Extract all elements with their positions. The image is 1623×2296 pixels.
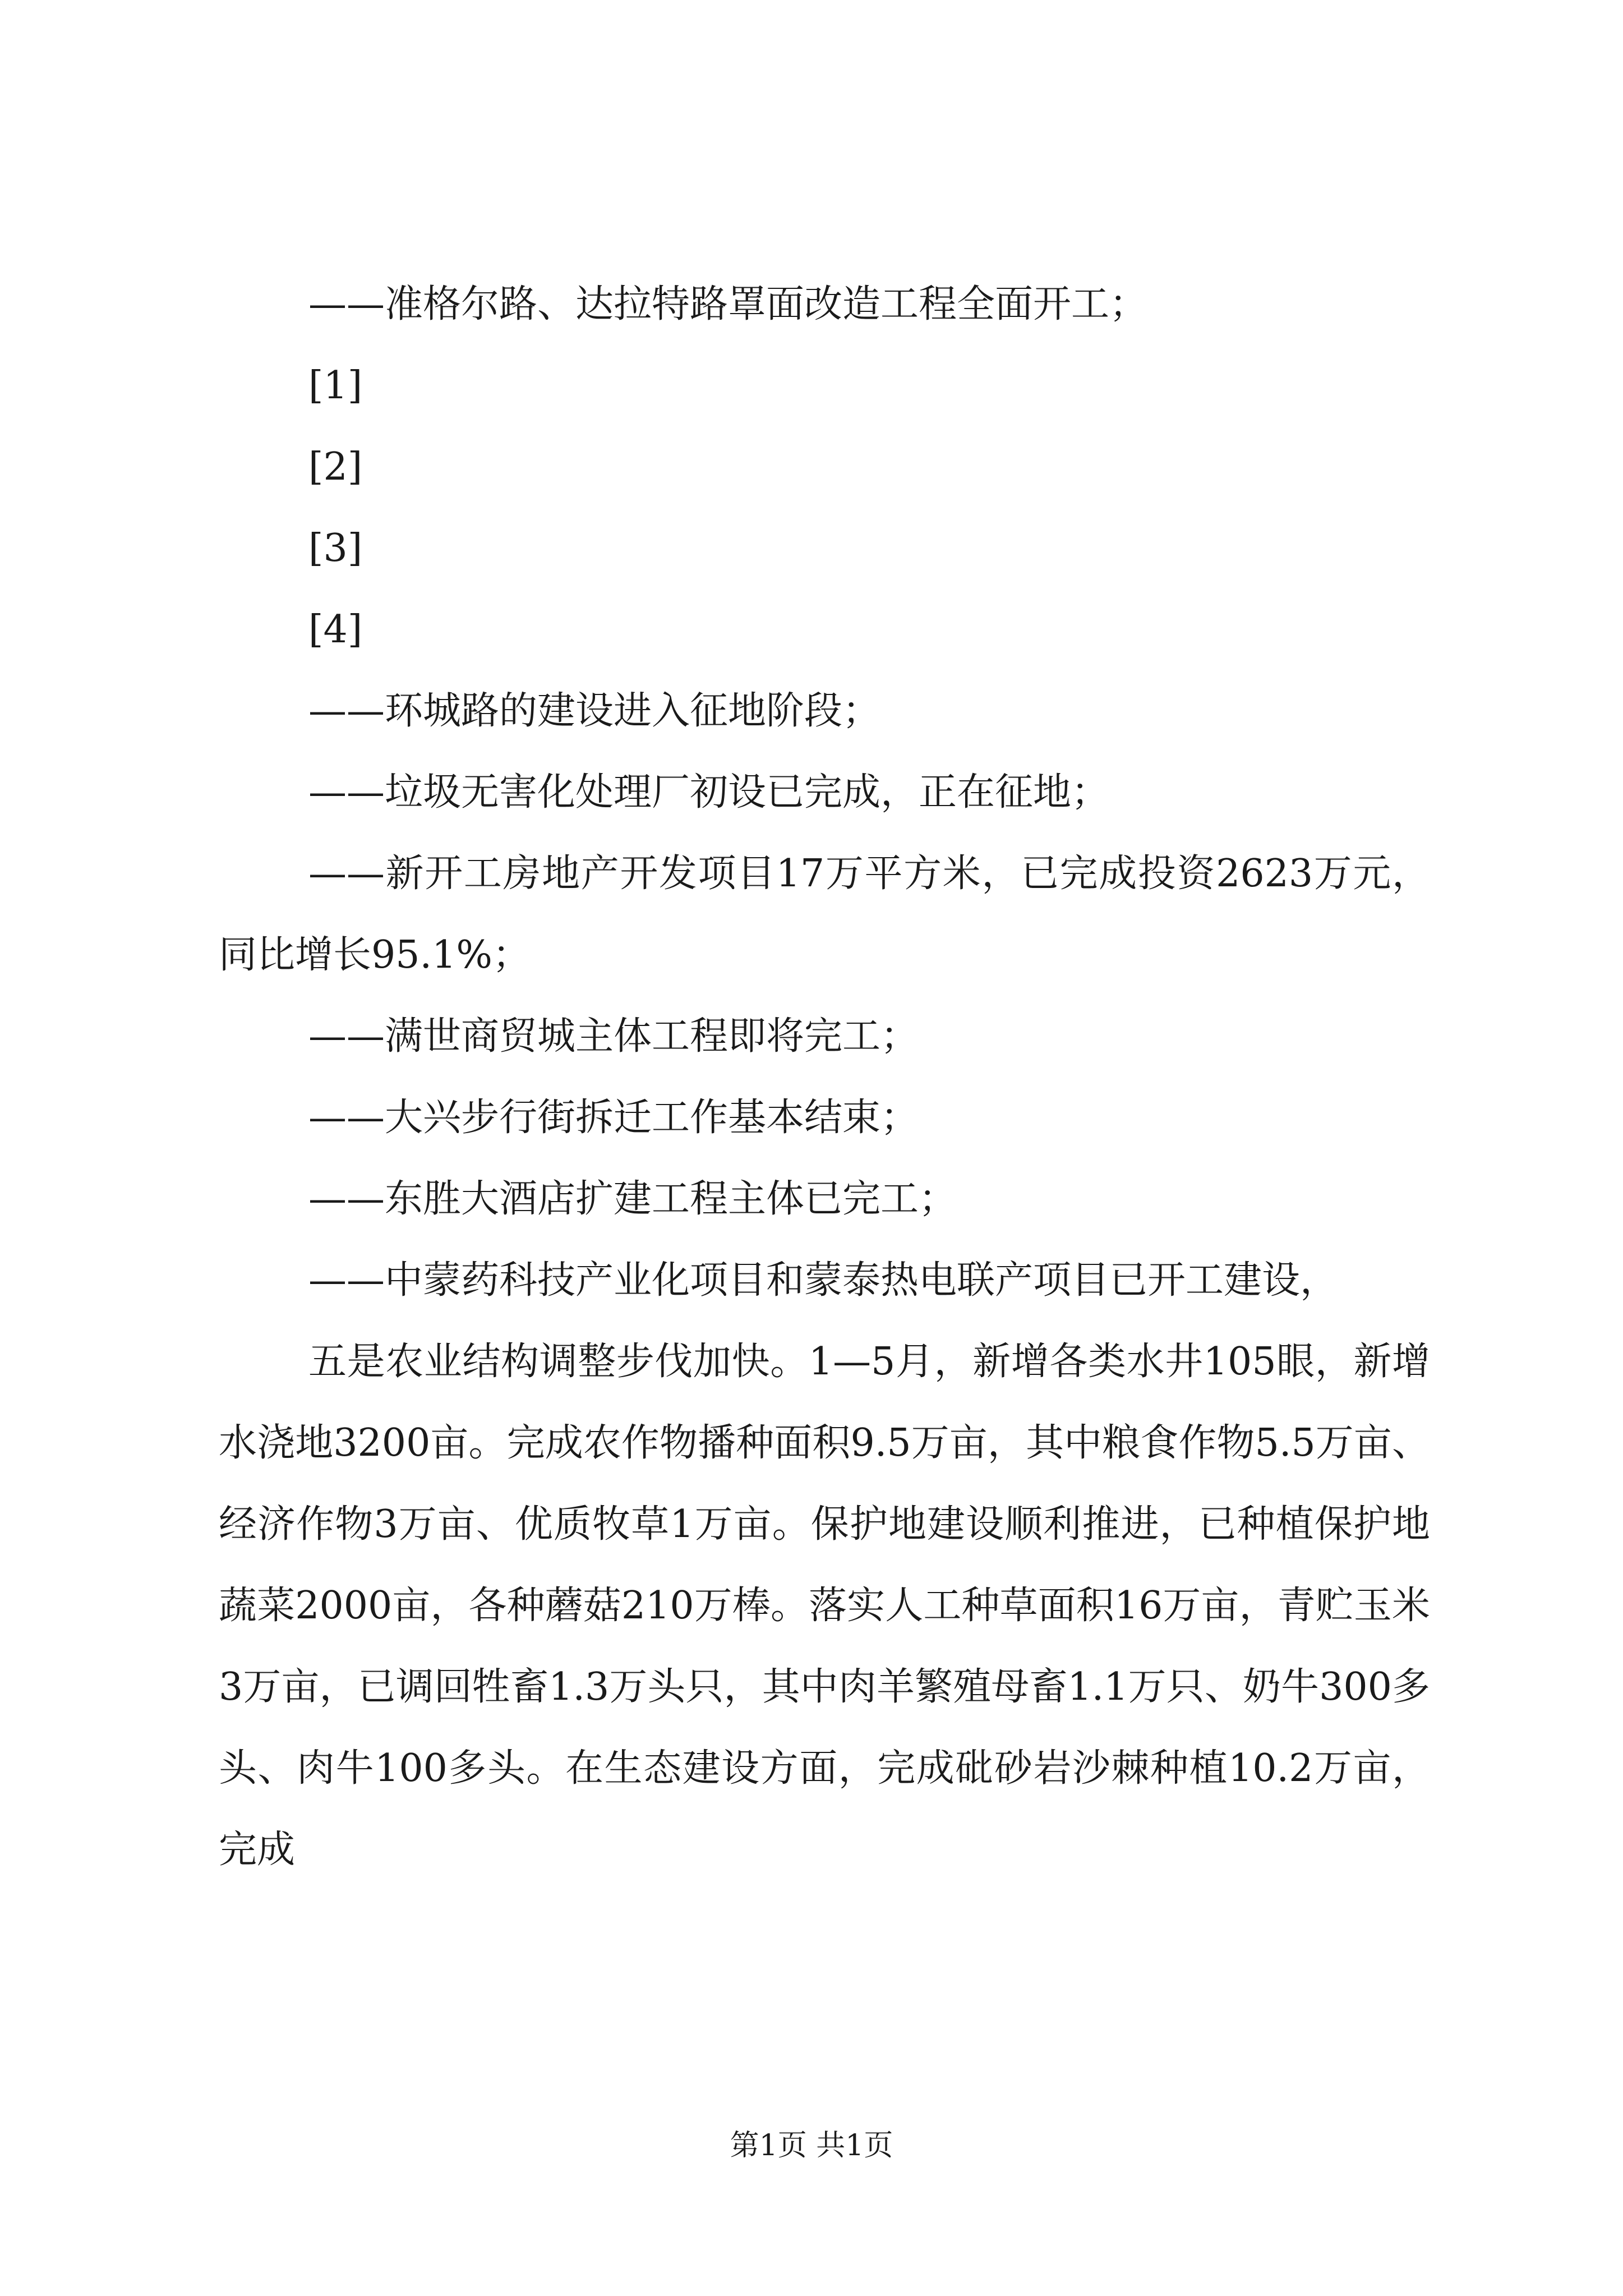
paragraph: ——准格尔路、达拉特路罩面改造工程全面开工； <box>308 282 1148 326</box>
paragraph: ——垃圾无害化处理厂初设已完成，正在征地； <box>308 770 1110 815</box>
paragraph: ——东胜大酒店扩建工程主体已完工； <box>308 1177 957 1221</box>
paragraph: [2] <box>308 445 363 489</box>
paragraph: 五是农业结构调整步伐加快。1—5月，新增各类水井105眼，新增水浇地3200亩。完成农作物播种面积9.5万亩，其中粮食作物5.5万亩、经济作物3万亩、优质牧草1万亩。保护地建设顺利推进，已种植保护地蔬菜2000亩，各种蘑菇210万棒。落实人工种草面积16万亩，青贮玉米3万亩，已调回牲畜1.3万头只，其中肉羊繁殖母畜1.1万只、奶牛300多头、肉牛100多头。在生态建设方面，完成砒砂岩沙棘种植10.2万亩，完成 <box>219 1340 1430 1872</box>
paragraph: [3] <box>308 526 363 570</box>
paragraph: ——新开工房地产开发项目17万平方米，已完成投资2623万元，同比增长95.1%； <box>219 852 1430 977</box>
paragraph: ——中蒙药科技产业化项目和蒙泰热电联产项目已开工建设， <box>308 1258 1339 1303</box>
document-body <box>219 264 1430 1890</box>
paragraph: ——大兴步行街拆迁工作基本结束； <box>308 1096 919 1140</box>
page-footer: 第1页 共1页 <box>730 2129 893 2162</box>
paragraph: ——环城路的建设进入征地阶段； <box>308 689 881 733</box>
paragraph: [4] <box>308 608 363 652</box>
paragraph: ——满世商贸城主体工程即将完工； <box>308 1014 919 1059</box>
paragraph: [1] <box>308 364 363 408</box>
